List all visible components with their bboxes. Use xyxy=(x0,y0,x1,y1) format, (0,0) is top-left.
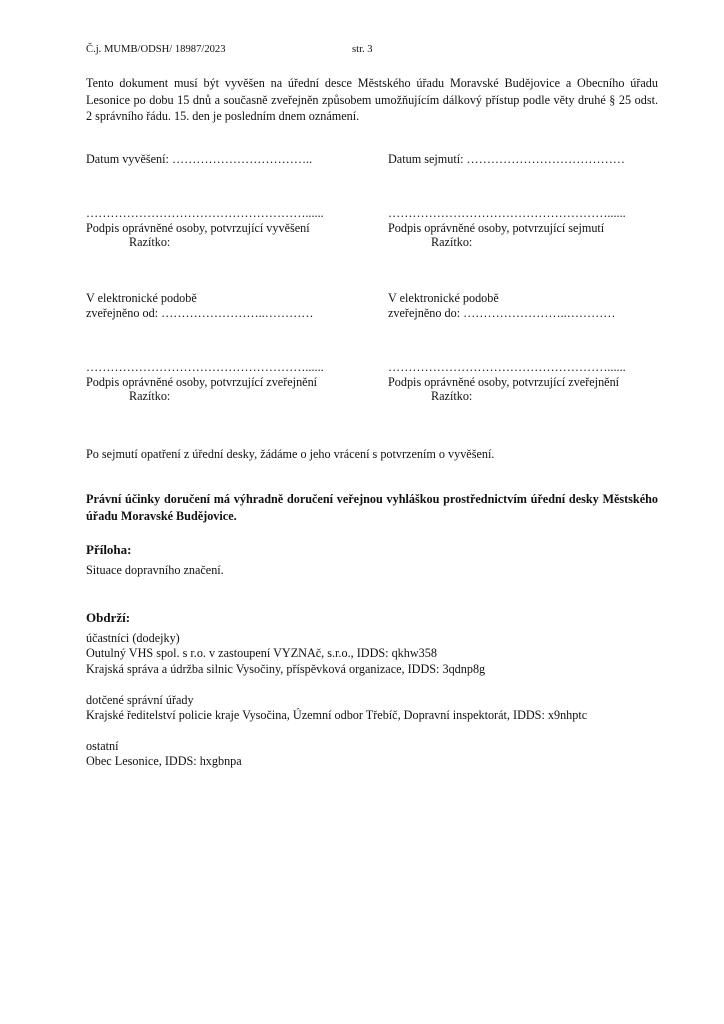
stamp-label: Razítko: xyxy=(129,389,171,403)
signature-caption: Podpis oprávněné osoby, potvrzující vyvěšení xyxy=(86,221,310,235)
recipient-item: Outulný VHS spol. s r.o. v zastoupení VYZNAč, s.r.o., IDDS: qkhw358 xyxy=(86,646,437,660)
stamp-label: Razítko: xyxy=(431,389,473,403)
attachment-heading: Příloha: xyxy=(86,542,132,557)
published-to-field: zveřejněno do: ……………………..………… xyxy=(388,306,616,320)
removal-date-field: Datum sejmutí: ………………………………… xyxy=(388,152,625,166)
page-number: str. 3 xyxy=(352,44,373,55)
attachment-text: Situace dopravního značení. xyxy=(86,563,224,577)
signature-line: ………………………………………………...... xyxy=(388,360,626,374)
signature-caption: Podpis oprávněné osoby, potvrzující sejmutí xyxy=(388,221,605,235)
recipient-group-label: účastníci (dodejky) xyxy=(86,631,180,645)
stamp-label: Razítko: xyxy=(431,235,473,249)
electronic-label: V elektronické podobě xyxy=(86,291,197,305)
recipient-group-label: ostatní xyxy=(86,739,119,753)
recipient-item: Krajská správa a údržba silnic Vysočiny, příspěvková organizace, IDDS: 3qdnp8g xyxy=(86,662,486,676)
legal-effect-note: Právní účinky doručení má výhradně doručení veřejnou vyhláškou prostřednictvím úřední desky Městského úřadu Moravské Budějovice. xyxy=(86,492,658,523)
signature-line: ………………………………………………...... xyxy=(86,360,324,374)
signature-caption: Podpis oprávněné osoby, potvrzující zveřejnění xyxy=(388,375,620,389)
return-note: Po sejmutí opatření z úřední desky, žádáme o jeho vrácení s potvrzením o vyvěšení. xyxy=(86,447,495,461)
intro-paragraph: Tento dokument musí být vyvěšen na úřední desce Městského úřadu Moravské Budějovice a Obecního úřadu Lesonice po dobu 15 dnů a současně zveřejněn způsobem umožňujícím dálkový přístup podle věty druhé § 25 odst. 2 správního řádu. 15. den je posledním dnem oznámení. xyxy=(86,76,658,123)
recipients-heading: Obdrží: xyxy=(86,610,131,625)
stamp-label: Razítko: xyxy=(129,235,171,249)
published-from-field: zveřejněno od: ……………………..………… xyxy=(86,306,314,320)
recipient-item: Obec Lesonice, IDDS: hxgbnpa xyxy=(86,754,242,768)
recipient-item: Krajské ředitelství policie kraje Vysočina, Územní odbor Třebíč, Dopravní inspektorát, IDDS: x9nhptc xyxy=(86,708,588,722)
signature-line: ………………………………………………...... xyxy=(86,206,324,220)
electronic-label: V elektronické podobě xyxy=(388,291,499,305)
signature-caption: Podpis oprávněné osoby, potvrzující zveřejnění xyxy=(86,375,318,389)
reference-number: Č.j. MUMB/ODSH/ 18987/2023 xyxy=(86,44,226,55)
signature-line: ………………………………………………...... xyxy=(388,206,626,220)
posting-date-field: Datum vyvěšení: …………………………….. xyxy=(86,152,313,166)
recipient-group-label: dotčené správní úřady xyxy=(86,693,194,707)
